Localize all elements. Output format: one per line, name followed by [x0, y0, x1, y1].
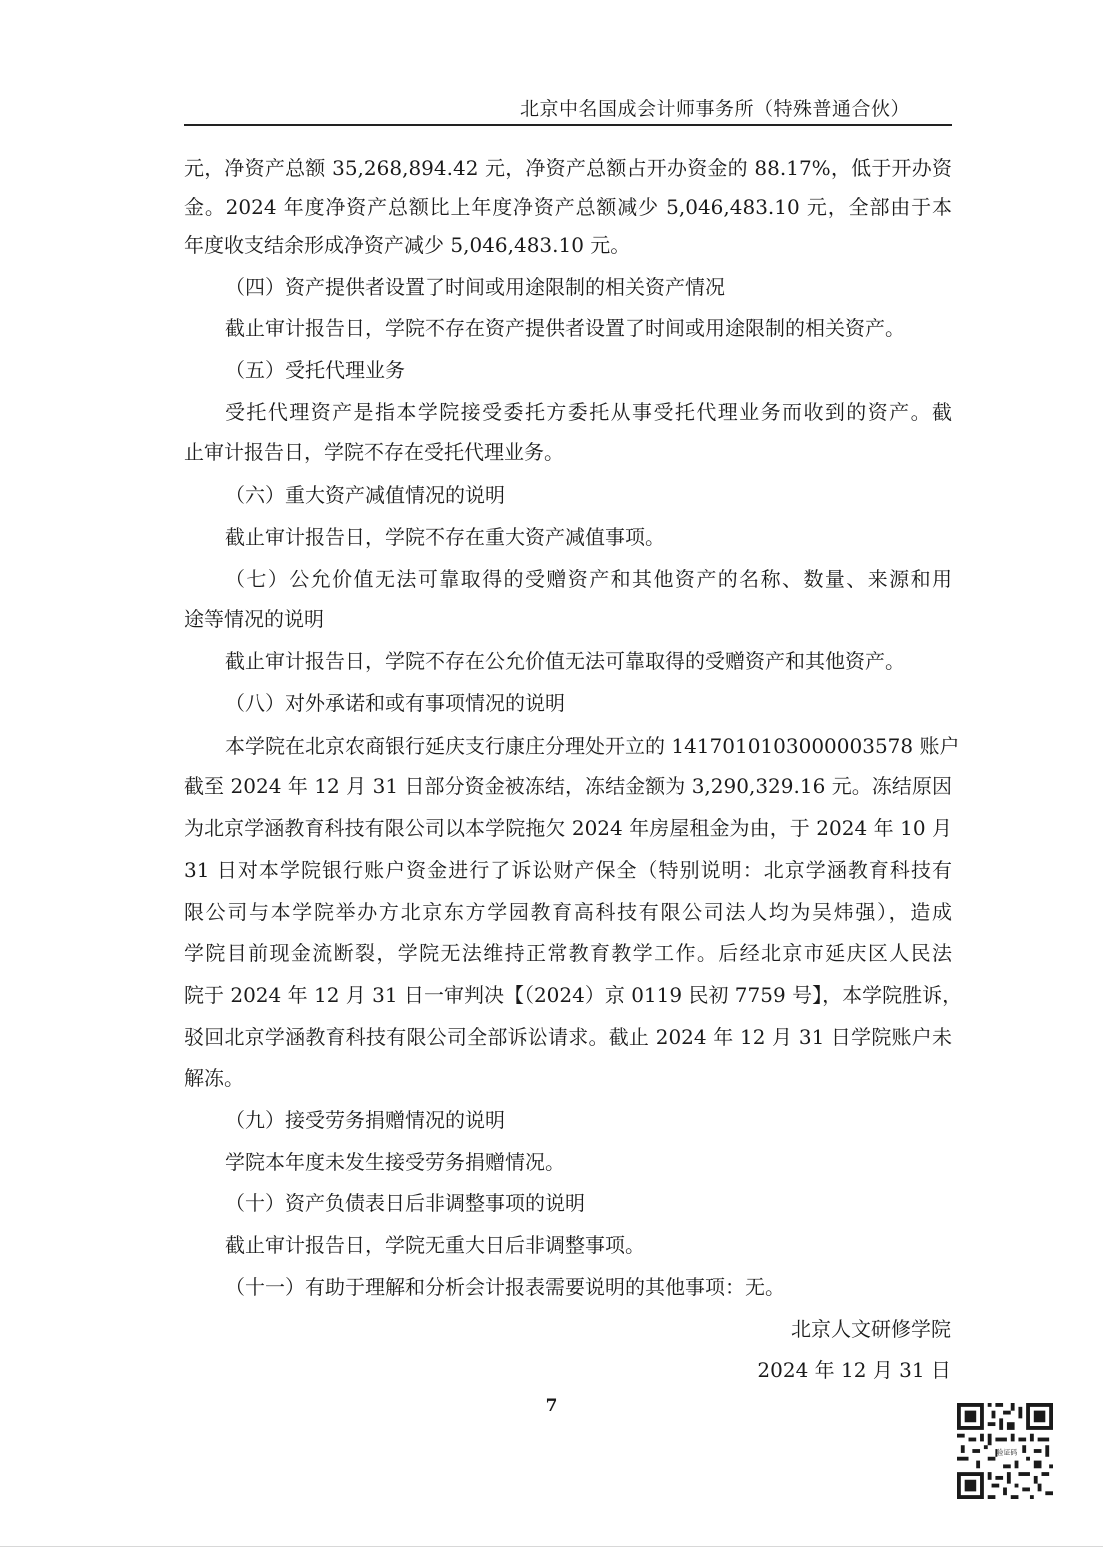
page-bottom-edge	[0, 1546, 1103, 1547]
section-heading-4: （四）资产提供者设置了时间或用途限制的相关资产情况	[225, 275, 725, 299]
body-line: 截止审计报告日，学院不存在重大资产减值事项。	[225, 525, 665, 549]
page-number: 7	[545, 1396, 558, 1416]
section-heading-5: （五）受托代理业务	[225, 358, 405, 382]
body-line: 截止审计报告日，学院不存在资产提供者设置了时间或用途限制的相关资产。	[225, 316, 905, 340]
body-line: 年度收支结余形成净资产减少 5,046,483.10 元。	[184, 233, 631, 257]
section-heading-9: （九）接受劳务捐赠情况的说明	[225, 1108, 505, 1132]
qr-code-icon	[957, 1403, 1053, 1499]
body-line: 本学院在北京农商银行延庆支行康庄分理处开立的 1417010103000003578 账户	[225, 734, 960, 758]
section-heading-7: （七）公允价值无法可靠取得的受赠资产和其他资产的名称、数量、来源和用	[225, 567, 952, 591]
header-rule	[184, 124, 952, 126]
signature-date: 2024 年 12 月 31 日	[757, 1358, 951, 1382]
body-line: 限公司与本学院举办方北京东方学园教育高科技有限公司法人均为吴炜强），造成	[184, 900, 952, 924]
qr-stamp-text: 验证码	[996, 1448, 1018, 1457]
body-line: 截止审计报告日，学院不存在公允价值无法可靠取得的受赠资产和其他资产。	[225, 649, 905, 673]
section-heading-11: （十一）有助于理解和分析会计报表需要说明的其他事项：无。	[225, 1275, 785, 1299]
section-heading-6: （六）重大资产减值情况的说明	[225, 483, 505, 507]
body-line: 31 日对本学院银行账户资金进行了诉讼财产保全（特别说明：北京学涵教育科技有	[184, 858, 952, 882]
body-line: 学院目前现金流断裂，学院无法维持正常教育教学工作。后经北京市延庆区人民法	[184, 941, 952, 965]
body-line: 途等情况的说明	[184, 607, 324, 631]
header-firm-name: 北京中名国成会计师事务所（特殊普通合伙）	[519, 98, 910, 120]
body-line: 解冻。	[184, 1066, 244, 1090]
body-line: 元，净资产总额 35,268,894.42 元，净资产总额占开办资金的 88.17%，低于开办资	[184, 156, 952, 180]
section-heading-8: （八）对外承诺和或有事项情况的说明	[225, 691, 565, 715]
body-line: 止审计报告日，学院不存在受托代理业务。	[184, 440, 564, 464]
signature-organization: 北京人文研修学院	[791, 1317, 951, 1341]
body-line: 受托代理资产是指本学院接受委托方委托从事受托代理业务而收到的资产。截	[225, 400, 952, 424]
body-line: 截至 2024 年 12 月 31 日部分资金被冻结，冻结金额为 3,290,329.16 元。冻结原因	[184, 774, 952, 798]
body-line: 为北京学涵教育科技有限公司以本学院拖欠 2024 年房屋租金为由，于 2024 年 10 月	[184, 816, 952, 840]
body-line: 学院本年度未发生接受劳务捐赠情况。	[225, 1150, 565, 1174]
body-line: 截止审计报告日，学院无重大日后非调整事项。	[225, 1233, 645, 1257]
body-line: 院于 2024 年 12 月 31 日一审判决【（2024）京 0119 民初 7759 号】，本学院胜诉，	[184, 983, 963, 1007]
body-line: 驳回北京学涵教育科技有限公司全部诉讼请求。截止 2024 年 12 月 31 日学院账户未	[184, 1025, 952, 1049]
body-line: 金。2024 年度净资产总额比上年度净资产总额减少 5,046,483.10 元，全部由于本	[184, 195, 952, 219]
section-heading-10: （十）资产负债表日后非调整事项的说明	[225, 1191, 585, 1215]
